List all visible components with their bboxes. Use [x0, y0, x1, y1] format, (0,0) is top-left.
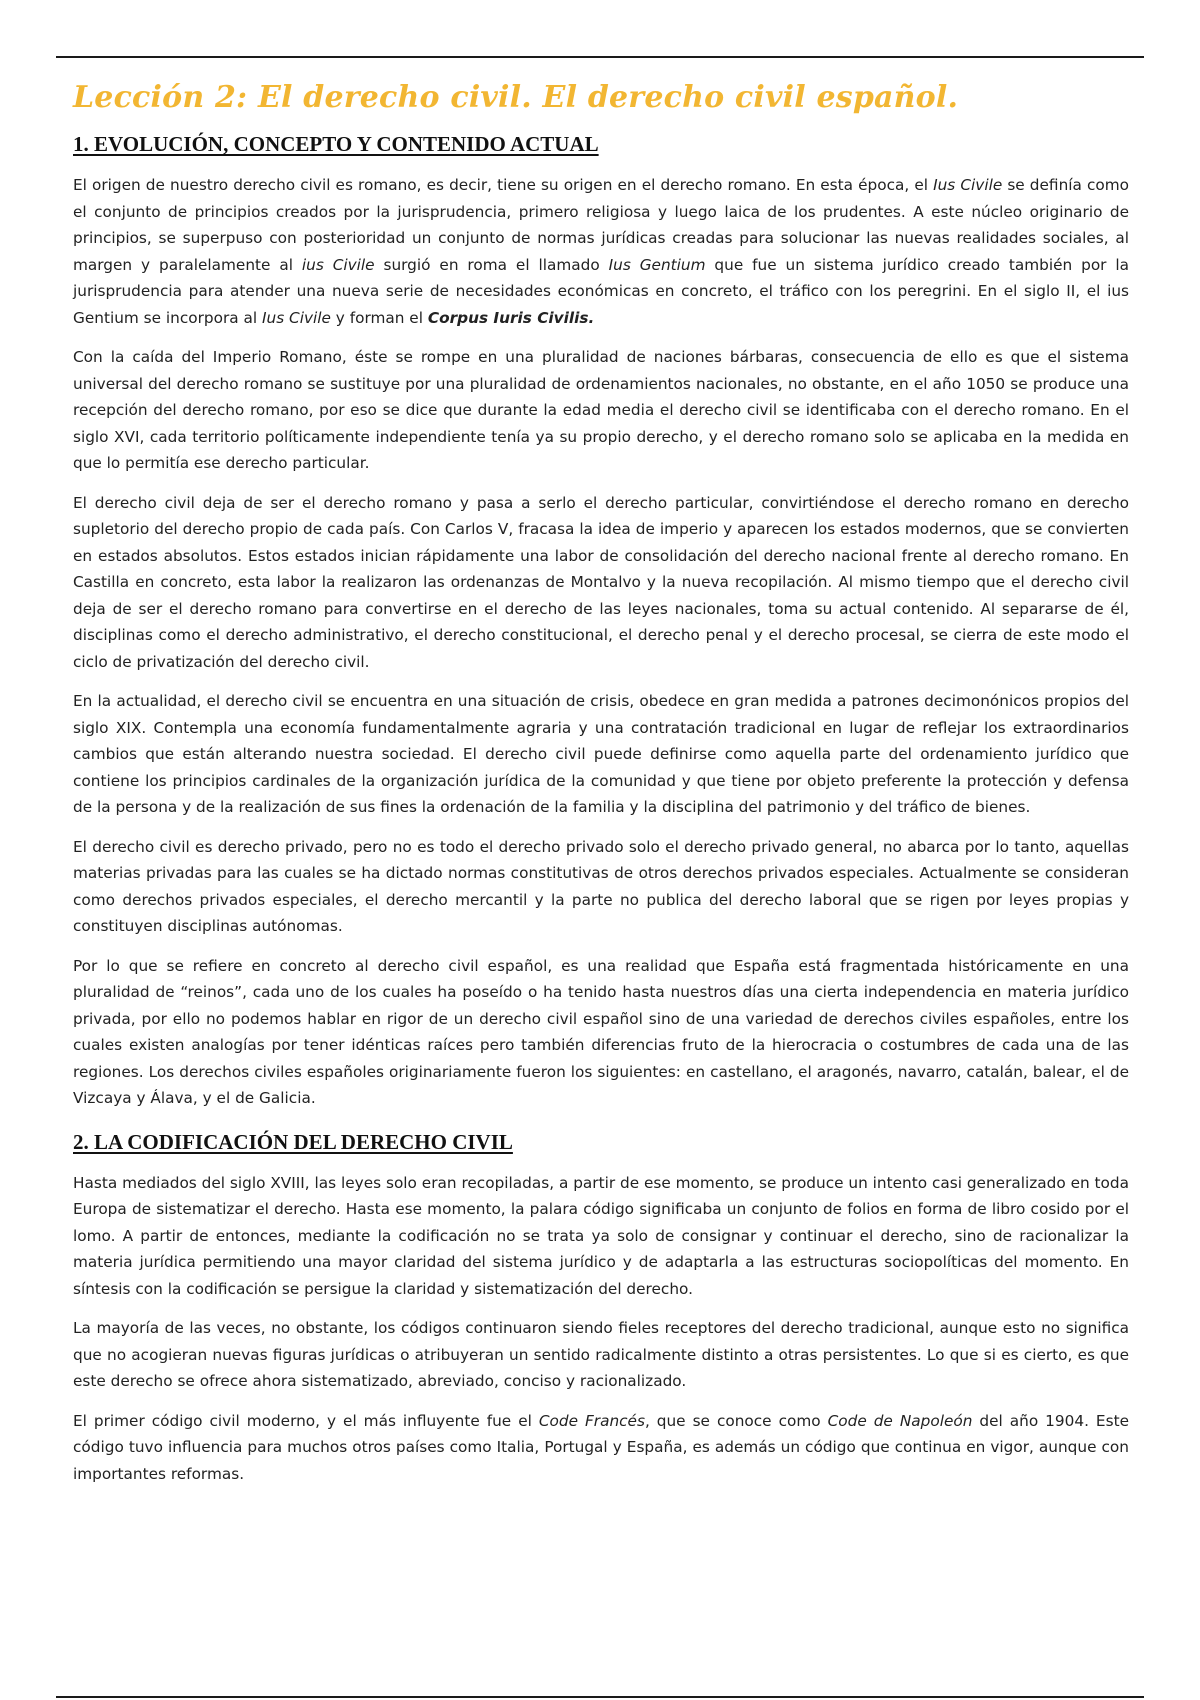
paragraph: El origen de nuestro derecho civil es romano, es decir, tiene su origen en el derecho romano. En esta época, el Ius Civile se definía como el conjunto de principios creados por la jurisprudencia, primero religiosa y luego laica de los prudentes. A este núcleo originario de principios, se superpuso con posterioridad un conjunto de normas jurídicas creadas para solucionar las nuevas realidades sociales, al margen y paralelamente al ius Civile surgió en roma el llamado Ius Gentium que fue un sistema jurídico creado también por la jurisprudencia para atender una nueva serie de necesidades económicas en concreto, el tráfico con los peregrini. En el siglo II, el ius Gentium se incorpora al Ius Civile y forman el Corpus Iuris Civilis.	[73, 176, 1130, 327]
lesson-title: Lección 2: El derecho civil. El derecho civil español.	[73, 80, 959, 115]
paragraph: En la actualidad, el derecho civil se encuentra en una situación de crisis, obedece en gran medida a patrones decimonónicos propios del siglo XIX. Contempla una economía fundamentalmente agraria y una contratación tradicional en lugar de reflejar los extraordinarios cambios que están alterando nuestra sociedad. El derecho civil puede definirse como aquella parte del ordenamiento jurídico que contiene los principios cardinales de la organización jurídica de la comunidad y que tiene por objeto preferente la protección y defensa de la persona y de la realización de sus fines la ordenación de la familia y la disciplina del patrimonio y del tráfico de bienes.	[73, 692, 1129, 816]
top-rule	[56, 56, 1144, 58]
paragraph: Hasta mediados del siglo XVIII, las leyes solo eran recopiladas, a partir de ese momento, se produce un intento casi generalizado en toda Europa de sistematizar el derecho. Hasta ese momento, la palara código significaba un conjunto de folios en forma de libro cosido por el lomo. A partir de entonces, mediante la codificación no se trata ya solo de consignar y continuar el derecho, sino de racionalizar la materia jurídica permitiendo una mayor claridad del sistema jurídico y de adaptarla a las estructuras sociopolíticas del momento. En síntesis con la codificación se persigue la claridad y sistematización del derecho.	[73, 1173, 1129, 1298]
paragraph: Por lo que se refiere en concreto al derecho civil español, es una realidad que España está fragmentada históricamente en una pluralidad de “reinos”, cada uno de los cuales ha poseído o ha tenido hasta nuestros días una cierta independencia en materia jurídico privada, por ello no podemos hablar en rigor de un derecho civil español sino de una variedad de derechos civiles españoles, entre los cuales existen analogías por tener idénticas raíces pero también diferencias fruto de la hierocracia o costumbres de cada una de las regiones. Los derechos civiles españoles originariamente fueron los siguientes: en castellano, el aragonés, navarro, catalán, balear, el de Vizcaya y Álava, y el de Galicia.	[73, 956, 1129, 1107]
paragraph: El primer código civil moderno, y el más influyente fue el Code Francés, que se conoce como Code de Napoleón del año 1904. Este código tuvo influencia para muchos otros países como Italia, Portugal y España, es además un código que continua en vigor, aunque con importantes reformas.	[73, 1411, 1129, 1483]
paragraph: El derecho civil es derecho privado, pero no es todo el derecho privado solo el derecho privado general, no abarca por lo tanto, aquellas materias privadas para las cuales se ha dictado normas constitutivas de otros derechos privados especiales. Actualmente se consideran como derechos privados especiales, el derecho mercantil y la parte no publica del derecho laboral que se rigen por leyes propias y constituyen disciplinas autónomas.	[73, 837, 1129, 935]
paragraph: Con la caída del Imperio Romano, éste se rompe en una pluralidad de naciones bárbaras, consecuencia de ello es que el sistema universal del derecho romano se sustituye por una pluralidad de ordenamientos nacionales, no obstante, en el año 1050 se produce una recepción del derecho romano, por eso se dice que durante la edad media el derecho civil se identificaba con el derecho romano. En el siglo XVI, cada territorio políticamente independiente tenía ya su propio derecho, y el derecho romano solo se aplicaba en la medida en que lo permitía ese derecho particular.	[73, 348, 1129, 472]
paragraph: La mayoría de las veces, no obstante, los códigos continuaron siendo fieles receptores del derecho tradicional, aunque esto no significa que no acogieran nuevas figuras jurídicas o atribuyeran un sentido radicalmente distinto a otras persistentes. Lo que si es cierto, es que este derecho se ofrece ahora sistematizado, abreviado, conciso y racionalizado.	[73, 1319, 1129, 1390]
document-page	[73, 78, 1129, 1500]
section-evolucion	[73, 130, 1129, 1112]
bottom-rule	[56, 1696, 1144, 1698]
paragraph: El derecho civil deja de ser el derecho romano y pasa a serlo el derecho particular, convirtiéndose el derecho romano en derecho supletorio del derecho propio de cada país. Con Carlos V, fracasa la idea de imperio y aparecen los estados modernos, que se convierten en estados absolutos. Estos estados inician rápidamente una labor de consolidación del derecho nacional frente al derecho romano. En Castilla en concreto, esta labor la realizaron las ordenanzas de Montalvo y la nueva recopilación. Al mismo tiempo que el derecho civil deja de ser el derecho romano para convertirse en el derecho de las leyes nacionales, toma su actual contenido. Al separarse de él, disciplinas como el derecho administrativo, el derecho constitucional, el derecho penal y el derecho procesal, se cierra de este modo el ciclo de privatización del derecho civil.	[73, 493, 1129, 671]
section-codificacion	[73, 1128, 1129, 1488]
section-heading: 1. EVOLUCIÓN, CONCEPTO Y CONTENIDO ACTUAL	[73, 132, 599, 156]
section-heading: 2. LA CODIFICACIÓN DEL DERECHO CIVIL	[73, 1129, 513, 1154]
